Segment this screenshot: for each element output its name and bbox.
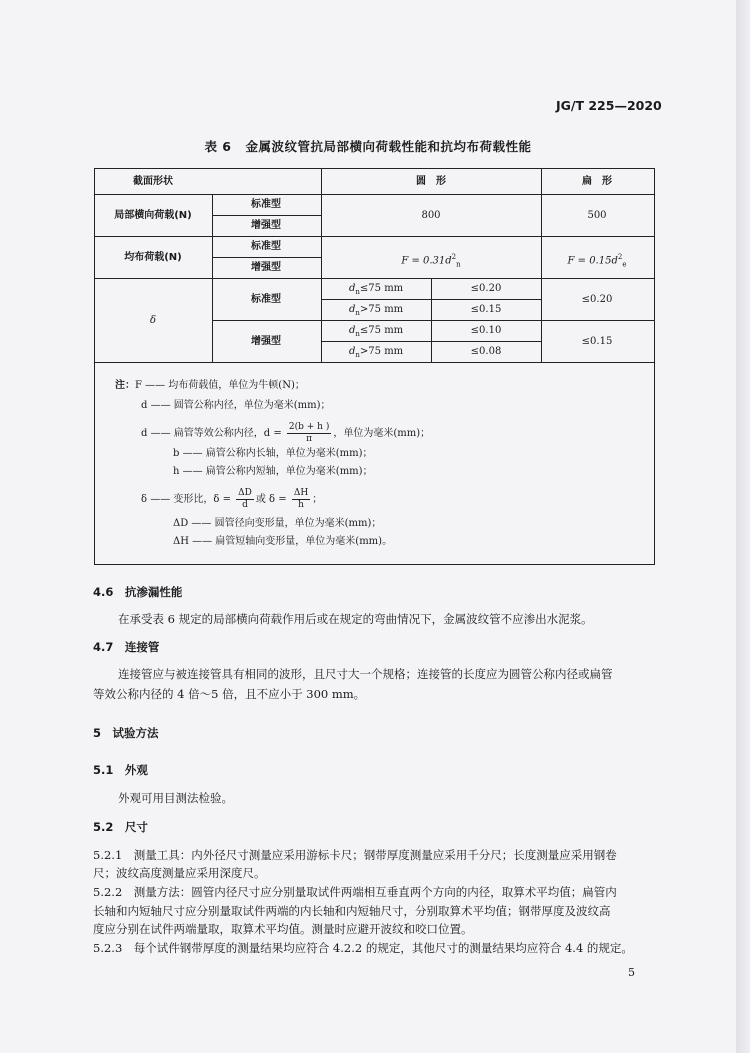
para-5-2-1-line1: 5.2.1 测量工具：内外径尺寸测量应采用游标卡尺；钢带厚度测量应采用千分尺；长度测量应采用钢卷 bbox=[93, 848, 617, 862]
cond-std-le75: $d_n\le 75$ mm bbox=[349, 283, 404, 296]
heading-5-2: 5.2 尺寸 bbox=[93, 820, 148, 834]
delta-standard: 标准型 bbox=[251, 294, 281, 305]
para-5-2-2-line1: 5.2.2 测量方法：圆管内径尺寸应分别量取试件两端相互垂直两个方向的内径，取算术平均值；扁管内 bbox=[93, 885, 617, 899]
para-5-2-2-line3: 度应分别在试件两端量取，取算术平均值。测量时应避开波纹和咬口位置。 bbox=[93, 922, 473, 936]
note-F: 注：F —— 均布荷载值，单位为牛顿(N)； bbox=[115, 380, 305, 391]
table-title: 金属波纹管抗局部横向荷载性能和抗均布荷载性能 bbox=[245, 139, 532, 154]
heading-4-7: 4.7 连接管 bbox=[93, 640, 160, 654]
local-standard: 标准型 bbox=[251, 199, 281, 210]
standard-number: JG/T 225—2020 bbox=[556, 98, 662, 113]
head-round: 圆 形 bbox=[416, 176, 446, 187]
head-flat: 扁 形 bbox=[582, 176, 612, 187]
note-dH: ΔH —— 扁管短轴向变形量，单位为毫米(mm)。 bbox=[173, 536, 393, 547]
note-dn: d —— 圆管公称内径，单位为毫米(mm)； bbox=[141, 400, 331, 411]
note-de: d —— 扁管等效公称内径，d = $\frac{2(b + h )}{\pi}$ ，单位为毫米(mm)； bbox=[141, 422, 431, 444]
uniform-round-formula: $F = 0.31d^2_n$ bbox=[401, 253, 461, 269]
para-5-2-3: 5.2.3 每个试件钢带厚度的测量结果均应符合 4.2.2 的规定，其他尺寸的测量结果均应符合 4.4 的规定。 bbox=[93, 941, 633, 955]
uniform-flat-formula: $F = 0.15d^2_e$ bbox=[567, 253, 627, 269]
heading-4-6: 4.6 抗渗漏性能 bbox=[93, 585, 183, 599]
para-5-2-2-line2: 长轴和内短轴尺寸应分别量取试件两端的内长轴和内短轴尺寸，分别取算术平均值；钢带厚度及波纹高 bbox=[93, 904, 611, 918]
table-6 bbox=[94, 168, 655, 565]
std-flat-value: ≤0.20 bbox=[581, 294, 613, 305]
cond-std-gt75: $d_n>75$ mm bbox=[349, 304, 404, 317]
local-round-value: 800 bbox=[421, 210, 441, 221]
heading-5: 5 试验方法 bbox=[93, 726, 159, 740]
para-5-1: 外观可用目测法检验。 bbox=[118, 791, 233, 805]
enh-gt75-value: ≤0.08 bbox=[470, 346, 502, 357]
heading-5-1: 5.1 外观 bbox=[93, 763, 148, 777]
row-uniform-load: 均布荷载(N) bbox=[124, 252, 182, 263]
head-section-shape: 截面形状 bbox=[133, 176, 173, 187]
note-hn: h —— 扁管公称内短轴，单位为毫米(mm)； bbox=[173, 466, 373, 477]
local-enhanced: 增强型 bbox=[251, 220, 281, 231]
enh-le75-value: ≤0.10 bbox=[470, 325, 502, 336]
para-4-6: 在承受表 6 规定的局部横向荷载作用后或在规定的弯曲情况下，金属波纹管不应渗出水泥浆。 bbox=[118, 612, 593, 626]
table-number: 表 6 bbox=[204, 139, 232, 154]
note-delta: δ —— 变形比，δ = $\frac{\Delta D}{d}$ 或 δ = $\frac{\Delta H}{h}$ ； bbox=[141, 488, 323, 510]
page-edge bbox=[736, 0, 750, 1053]
row-local-load: 局部横向荷载(N) bbox=[114, 210, 192, 221]
para-4-7-line2: 等效公称内径的 4 倍～5 倍，且不应小于 300 mm。 bbox=[93, 687, 366, 701]
para-4-7-line1: 连接管应与被连接管具有相同的波形，且尺寸大一个规格；连接管的长度应为圆管公称内径或扁管 bbox=[118, 667, 613, 681]
delta-enhanced: 增强型 bbox=[251, 336, 281, 347]
std-le75-value: ≤0.20 bbox=[470, 283, 502, 294]
local-flat-value: 500 bbox=[587, 210, 607, 221]
table-caption bbox=[0, 137, 736, 155]
page-number: 5 bbox=[628, 966, 635, 979]
note-bn: b —— 扁管公称内长轴，单位为毫米(mm)； bbox=[173, 448, 373, 459]
std-gt75-value: ≤0.15 bbox=[470, 304, 502, 315]
row-delta: δ bbox=[149, 315, 157, 326]
cond-enh-gt75: $d_n>75$ mm bbox=[349, 346, 404, 359]
uniform-standard: 标准型 bbox=[251, 241, 281, 252]
note-dD: ΔD —— 圆管径向变形量，单位为毫米(mm)； bbox=[173, 518, 382, 529]
para-5-2-1-line2: 尺；波纹高度测量应采用深度尺。 bbox=[93, 866, 266, 880]
uniform-enhanced: 增强型 bbox=[251, 262, 281, 273]
enh-flat-value: ≤0.15 bbox=[581, 336, 613, 347]
cond-enh-le75: $d_n\le 75$ mm bbox=[349, 325, 404, 338]
